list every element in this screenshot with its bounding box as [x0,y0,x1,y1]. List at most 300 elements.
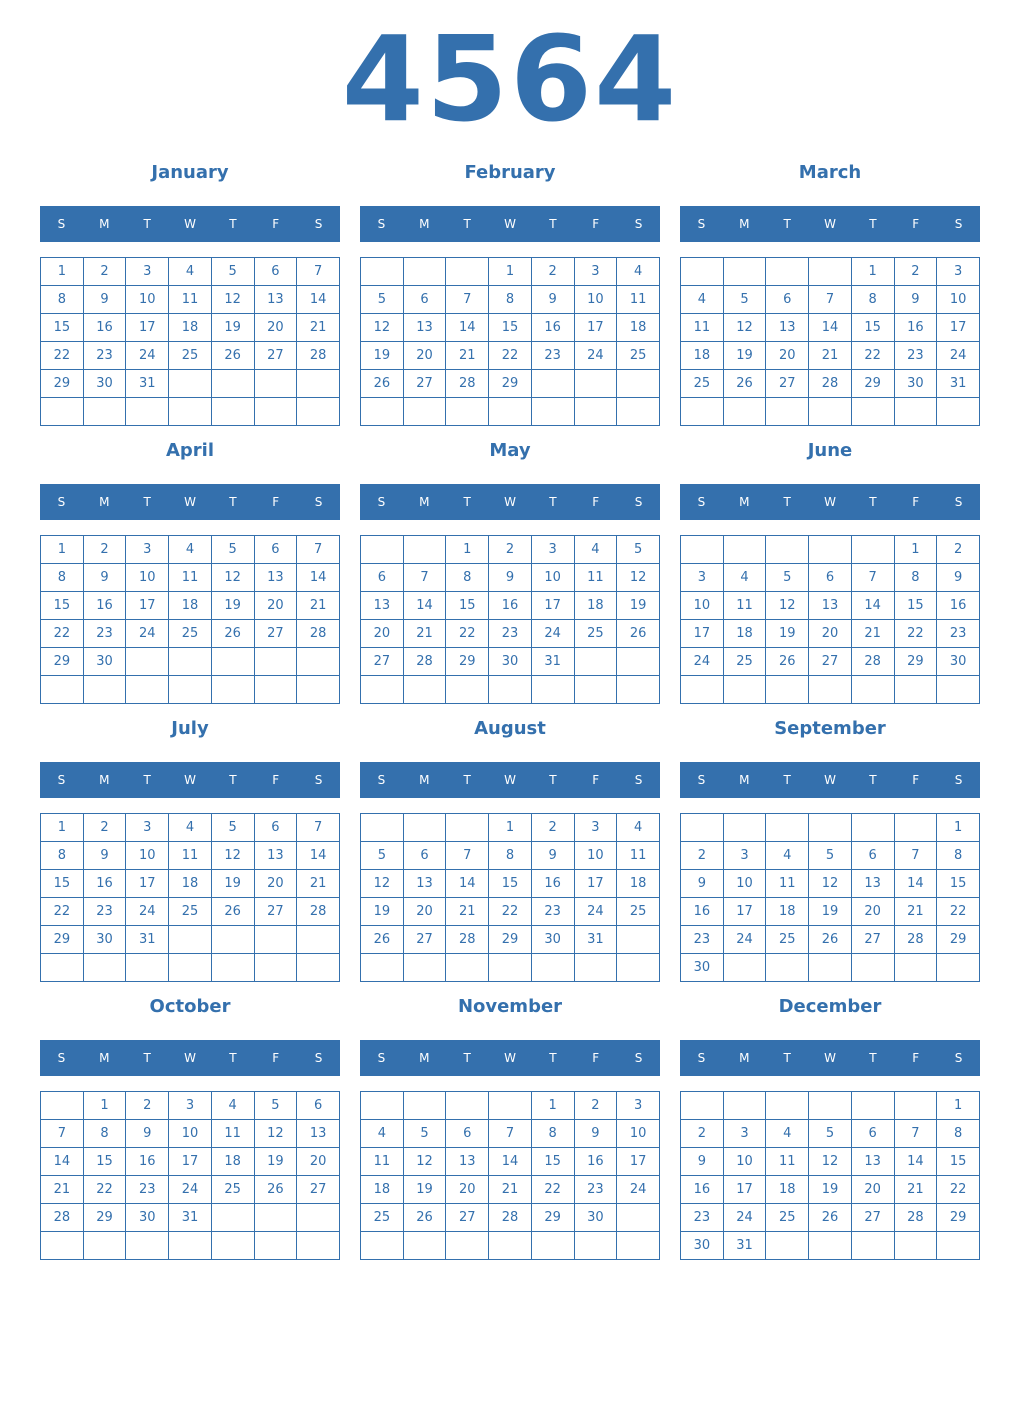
weekday-label: T [463,773,471,787]
day-cell: 11 [361,1148,404,1176]
day-cell: 18 [617,870,660,898]
day-cell: 8 [83,1120,126,1148]
week-row [361,398,660,426]
day-cell: 20 [851,898,894,926]
month-name: September [774,718,886,739]
day-cell: 17 [574,870,617,898]
day-cell [531,398,574,426]
day-cell: 7 [297,814,340,842]
week-row [361,314,660,342]
day-cell: 20 [361,620,404,648]
weekday-label: W [824,217,836,231]
day-cell: 1 [851,258,894,286]
day-cell: 12 [211,286,254,314]
day-cell: 6 [403,842,446,870]
day-cell [403,954,446,982]
weekday-label: S [697,1051,706,1065]
day-cell: 12 [766,592,809,620]
day-cell: 23 [574,1176,617,1204]
week-row [681,842,980,870]
weekday-label: T [229,1051,237,1065]
day-cell: 26 [809,926,852,954]
day-cell: 11 [574,564,617,592]
day-cell: 4 [681,286,724,314]
day-cell: 8 [489,286,532,314]
weekday-label: S [314,773,323,787]
weekday-label: T [229,495,237,509]
day-cell: 16 [937,592,980,620]
day-cell: 28 [446,370,489,398]
day-cell: 30 [574,1204,617,1232]
day-cell: 26 [211,620,254,648]
day-cell [169,926,212,954]
weekday-label: W [184,773,196,787]
weekday-header [360,1040,660,1076]
day-cell: 24 [574,898,617,926]
day-cell: 22 [531,1176,574,1204]
day-cell: 4 [766,1120,809,1148]
day-cell: 19 [211,592,254,620]
weekday-label: S [314,217,323,231]
day-cell: 25 [723,648,766,676]
week-row [681,398,980,426]
day-cell: 13 [403,314,446,342]
day-cell: 19 [254,1148,297,1176]
day-cell: 4 [361,1120,404,1148]
day-cell: 24 [126,342,169,370]
day-cell: 26 [361,926,404,954]
day-cell [446,814,489,842]
day-cell [126,954,169,982]
day-cell: 8 [894,564,937,592]
day-cell: 15 [83,1148,126,1176]
day-cell: 19 [809,1176,852,1204]
day-cell: 22 [41,620,84,648]
day-cell: 16 [489,592,532,620]
day-cell: 11 [766,1148,809,1176]
day-cell [211,926,254,954]
day-cell: 14 [489,1148,532,1176]
day-cell: 14 [297,286,340,314]
day-cell: 18 [211,1148,254,1176]
week-row [361,620,660,648]
day-cell: 11 [211,1120,254,1148]
day-cell: 29 [41,648,84,676]
weekday-label: S [634,217,643,231]
day-cell: 19 [617,592,660,620]
day-cell: 12 [361,314,404,342]
day-cell [169,676,212,704]
day-cell: 25 [169,342,212,370]
day-cell [361,1092,404,1120]
day-cell: 24 [574,342,617,370]
day-cell: 29 [83,1204,126,1232]
day-cell [254,398,297,426]
day-cell: 13 [361,592,404,620]
week-row [361,898,660,926]
day-cell: 20 [851,1176,894,1204]
day-cell: 28 [894,1204,937,1232]
weekday-label: S [954,1051,963,1065]
day-cell: 9 [83,286,126,314]
month-name: November [457,996,563,1017]
week-row [681,1092,980,1120]
day-cell: 6 [851,1120,894,1148]
day-cell: 31 [723,1232,766,1260]
week-row [41,342,340,370]
day-cell: 20 [403,342,446,370]
day-grid [360,257,660,426]
day-cell: 3 [126,814,169,842]
day-cell [894,954,937,982]
day-cell: 18 [681,342,724,370]
day-cell [254,648,297,676]
day-cell [531,370,574,398]
week-row [681,536,980,564]
week-row [361,286,660,314]
day-cell [531,1232,574,1260]
day-cell [211,1204,254,1232]
day-cell [403,814,446,842]
weekday-label: S [377,773,386,787]
day-cell: 3 [723,1120,766,1148]
day-cell: 6 [446,1120,489,1148]
day-cell: 14 [894,1148,937,1176]
day-cell: 28 [851,648,894,676]
day-cell: 17 [617,1148,660,1176]
day-cell: 22 [446,620,489,648]
day-cell: 29 [489,370,532,398]
month-name: February [464,162,556,183]
week-row [681,870,980,898]
weekday-label: W [184,217,196,231]
day-cell: 4 [211,1092,254,1120]
day-cell: 3 [617,1092,660,1120]
weekday-label: M [419,217,430,231]
day-cell: 5 [766,564,809,592]
day-cell [809,954,852,982]
day-cell: 10 [169,1120,212,1148]
weekday-label: T [549,217,557,231]
day-cell: 2 [574,1092,617,1120]
day-cell [531,954,574,982]
day-cell: 15 [937,1148,980,1176]
day-cell [446,258,489,286]
week-row [41,1148,340,1176]
weekday-label: T [783,1051,791,1065]
day-cell: 7 [446,286,489,314]
day-cell: 20 [766,342,809,370]
weekday-header [680,1040,980,1076]
day-cell: 26 [254,1176,297,1204]
day-cell: 4 [169,258,212,286]
week-row [41,564,340,592]
day-cell: 4 [169,814,212,842]
weekday-label: T [869,495,877,509]
day-cell: 14 [446,314,489,342]
week-row [361,1092,660,1120]
day-cell: 12 [403,1148,446,1176]
day-cell: 13 [254,564,297,592]
weekday-label: T [869,1051,877,1065]
day-cell [446,1092,489,1120]
day-cell: 17 [937,314,980,342]
day-cell: 12 [211,564,254,592]
day-cell: 24 [723,1204,766,1232]
week-row [681,1232,980,1260]
year-title: 4564 [341,10,679,148]
day-cell [851,536,894,564]
day-cell: 18 [169,314,212,342]
day-cell [809,398,852,426]
day-cell: 26 [361,370,404,398]
week-row [41,676,340,704]
day-cell: 16 [681,898,724,926]
day-cell [617,926,660,954]
day-cell: 30 [126,1204,169,1232]
day-cell: 23 [681,1204,724,1232]
day-cell: 11 [723,592,766,620]
day-cell [937,954,980,982]
day-cell [937,1232,980,1260]
day-grid [680,813,980,982]
day-cell: 27 [766,370,809,398]
day-cell: 24 [126,898,169,926]
week-row [361,592,660,620]
day-cell: 30 [83,370,126,398]
day-cell [403,676,446,704]
day-cell [489,1092,532,1120]
day-cell: 22 [41,342,84,370]
weekday-header [40,484,340,520]
day-cell: 18 [766,1176,809,1204]
day-cell: 27 [254,342,297,370]
day-cell: 14 [446,870,489,898]
weekday-label: T [783,217,791,231]
weekday-header [680,206,980,242]
day-cell: 15 [489,314,532,342]
weekday-label: T [783,495,791,509]
day-cell: 30 [489,648,532,676]
day-cell [809,536,852,564]
day-cell [297,1204,340,1232]
day-cell: 17 [681,620,724,648]
day-cell: 8 [41,842,84,870]
day-cell [211,1232,254,1260]
week-row [41,648,340,676]
weekday-label: F [592,495,600,509]
day-grid [40,535,340,704]
day-cell: 19 [211,870,254,898]
day-cell: 27 [297,1176,340,1204]
week-row [681,1204,980,1232]
day-cell: 28 [446,926,489,954]
day-cell: 11 [617,286,660,314]
day-cell: 20 [403,898,446,926]
weekday-label: F [272,217,280,231]
day-cell: 31 [169,1204,212,1232]
day-cell [617,648,660,676]
day-cell [894,1232,937,1260]
day-cell [211,398,254,426]
weekday-label: W [504,773,516,787]
day-cell: 29 [41,370,84,398]
weekday-header [360,206,660,242]
day-cell: 15 [41,870,84,898]
day-cell [809,258,852,286]
day-cell: 8 [937,1120,980,1148]
day-cell: 25 [617,342,660,370]
day-cell [297,648,340,676]
day-cell: 17 [723,898,766,926]
day-cell: 7 [297,258,340,286]
day-cell [809,676,852,704]
day-cell: 8 [531,1120,574,1148]
day-cell: 19 [766,620,809,648]
day-cell: 30 [937,648,980,676]
weekday-label: M [99,1051,110,1065]
day-cell: 18 [617,314,660,342]
day-cell [574,398,617,426]
day-cell: 29 [851,370,894,398]
day-cell: 16 [83,870,126,898]
day-cell: 15 [937,870,980,898]
day-cell: 13 [254,286,297,314]
day-cell [489,398,532,426]
day-cell: 7 [403,564,446,592]
day-cell: 3 [126,536,169,564]
day-cell: 11 [681,314,724,342]
day-cell [681,676,724,704]
day-cell [851,398,894,426]
day-cell [211,676,254,704]
weekday-label: S [954,495,963,509]
week-row [681,564,980,592]
day-cell [361,536,404,564]
day-cell [41,1092,84,1120]
day-cell [403,1092,446,1120]
day-cell [766,814,809,842]
day-cell: 5 [361,842,404,870]
day-cell: 30 [681,1232,724,1260]
weekday-label: M [419,773,430,787]
day-cell: 9 [574,1120,617,1148]
day-cell: 22 [41,898,84,926]
weekday-label: F [912,217,920,231]
weekday-label: T [143,773,151,787]
weekday-label: M [739,1051,750,1065]
week-row [681,314,980,342]
day-cell: 6 [254,258,297,286]
day-cell: 5 [361,286,404,314]
day-cell: 15 [894,592,937,620]
day-cell: 7 [297,536,340,564]
day-cell: 11 [617,842,660,870]
day-cell [809,1092,852,1120]
weekday-label: T [783,773,791,787]
day-cell [531,676,574,704]
day-cell: 8 [446,564,489,592]
day-cell: 21 [894,1176,937,1204]
day-cell: 28 [403,648,446,676]
week-row [681,258,980,286]
day-cell [297,676,340,704]
day-cell: 26 [403,1204,446,1232]
day-cell: 31 [574,926,617,954]
week-row [681,648,980,676]
day-cell: 15 [489,870,532,898]
day-cell: 6 [297,1092,340,1120]
week-row [41,870,340,898]
day-cell: 14 [894,870,937,898]
day-cell: 29 [41,926,84,954]
day-cell: 5 [809,842,852,870]
weekday-label: T [463,1051,471,1065]
weekday-label: W [504,1051,516,1065]
day-cell: 27 [403,370,446,398]
day-cell: 30 [681,954,724,982]
day-grid [40,1091,340,1260]
day-cell: 3 [531,536,574,564]
day-cell: 9 [83,842,126,870]
day-cell: 21 [809,342,852,370]
day-cell: 11 [169,286,212,314]
day-cell [169,398,212,426]
day-cell: 19 [361,898,404,926]
day-cell: 28 [489,1204,532,1232]
week-row [361,814,660,842]
day-cell: 30 [83,648,126,676]
day-cell: 1 [894,536,937,564]
week-row [41,592,340,620]
day-cell: 30 [531,926,574,954]
day-cell: 1 [489,258,532,286]
day-cell: 9 [126,1120,169,1148]
day-cell: 21 [489,1176,532,1204]
day-cell: 29 [894,648,937,676]
day-cell: 9 [531,286,574,314]
day-cell: 29 [937,926,980,954]
weekday-label: F [912,1051,920,1065]
weekday-label: S [954,217,963,231]
day-cell: 28 [297,898,340,926]
day-cell [361,814,404,842]
day-cell: 12 [809,870,852,898]
week-row [681,592,980,620]
weekday-label: F [272,1051,280,1065]
week-row [41,1092,340,1120]
day-cell [254,926,297,954]
week-row [361,564,660,592]
day-cell [254,1204,297,1232]
day-cell: 28 [297,342,340,370]
day-cell: 17 [169,1148,212,1176]
day-cell: 15 [41,592,84,620]
day-cell: 21 [297,592,340,620]
day-cell [617,398,660,426]
day-cell: 1 [937,814,980,842]
day-cell: 10 [531,564,574,592]
day-cell [617,954,660,982]
week-row [41,842,340,870]
day-cell: 19 [809,898,852,926]
day-cell: 15 [446,592,489,620]
day-cell: 2 [83,814,126,842]
day-cell: 10 [937,286,980,314]
weekday-label: S [57,773,66,787]
day-cell [361,1232,404,1260]
day-cell [681,398,724,426]
